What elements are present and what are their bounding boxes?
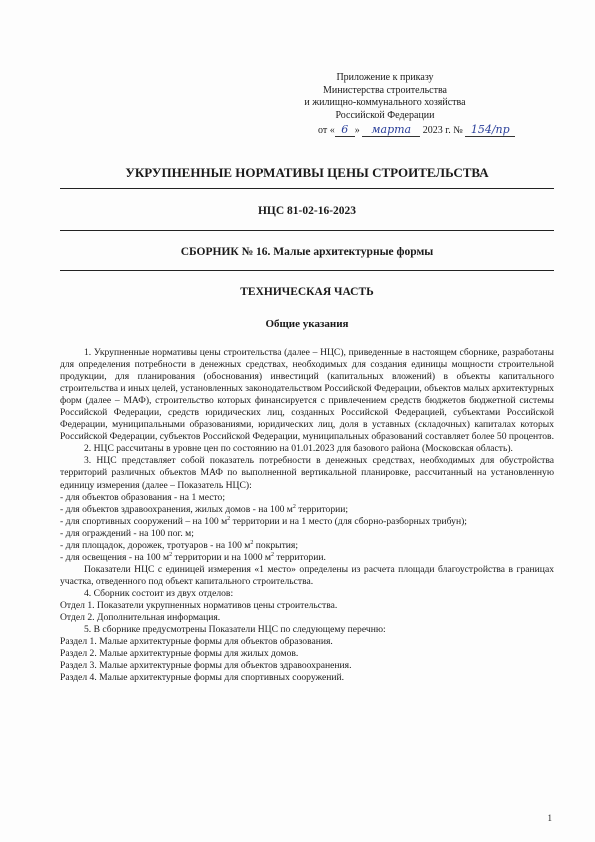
appendix-line: Российской Федерации — [335, 109, 435, 121]
date-month: марта — [362, 123, 420, 137]
list-item: - для объектов здравоохранения, жилых домов - на 100 $м^2$ территории; — [60, 503, 349, 515]
part-title: ТЕХНИЧЕСКАЯ ЧАСТЬ — [240, 286, 374, 298]
date-year: 2023 г. № — [422, 125, 463, 136]
paragraph-3b: Показатели НЦС с единицей измерения «1 место» определены из расчета площади благоустройства в границах участка, отведенного под объект капитального строительства. — [60, 563, 554, 587]
date-mid: » — [354, 125, 360, 136]
list-item: - для ограждений - на 100 пог. м; — [60, 527, 194, 539]
list-item: - для спортивных сооружений – на 100 $м^2$ территории и на 1 место (для сборно-разборных трибун); — [60, 515, 467, 527]
paragraph-5: 5. В сборнике предусмотрены Показатели НЦС по следующему перечню: — [84, 624, 386, 636]
section-item: Раздел 3. Малые архитектурные формы для объектов здравоохранения. — [60, 660, 352, 672]
date-prefix: от « — [318, 125, 335, 136]
divider — [60, 270, 554, 271]
paragraph-2: 2. НЦС рассчитаны в уровне цен по состоянию на 01.01.2023 для базового района (Московская область). — [84, 443, 513, 455]
section-item: Раздел 1. Малые архитектурные формы для объектов образования. — [60, 636, 333, 648]
list-item: - для освещения - на 100 $м^2$ территории и на 1000 $м^2$ территории. — [60, 551, 326, 563]
section-item: Раздел 2. Малые архитектурные формы для жилых домов. — [60, 648, 299, 660]
list-item: - для объектов образования - на 1 место; — [60, 491, 225, 503]
main-title: УКРУПНЕННЫЕ НОРМАТИВЫ ЦЕНЫ СТРОИТЕЛЬСТВА — [125, 165, 489, 180]
divider — [60, 230, 554, 231]
list-item: - для площадок, дорожек, тротуаров - на 100 $м^2$ покрытия; — [60, 539, 299, 551]
appendix-line: Приложение к приказу — [336, 72, 434, 83]
paragraph-4: 4. Сборник состоит из двух отделов: — [84, 587, 234, 599]
division-item: Отдел 2. Дополнительная информация. — [60, 612, 221, 624]
section-title: Общие указания — [265, 318, 349, 330]
order-number: 154/пр — [465, 123, 515, 137]
appendix-line: и жилищно-коммунального хозяйства — [304, 97, 466, 108]
divider — [60, 188, 554, 189]
page-number: 1 — [547, 813, 552, 823]
section-item: Раздел 4. Малые архитектурные формы для спортивных сооружений. — [60, 672, 345, 684]
collection-title: СБОРНИК № 16. Малые архитектурные формы — [180, 246, 434, 258]
date-day: 6 — [335, 123, 355, 137]
appendix-block — [285, 72, 485, 122]
code-title: НЦС 81-02-16-2023 — [257, 205, 357, 217]
appendix-line: Министерства строительства — [322, 84, 447, 96]
paragraph-1: 1. Укрупненные нормативы цены строительства (далее – НЦС), приведенные в настоящем сборнике, разработаны для определения потребности в денежных средствах, необходимых для создания единицы мощности строительной продукции, для планирования (обоснования) инвестиций (капитальных вложений) в объекты капитального строительства и иных целей, установленных законодательством Российской Федерации, объектов малых архитектурных форм (далее – МАФ), строительство которых финансируется с привлечением средств бюджетов бюджетной системы Российской Федерации, средств юридических лиц, созданных Российской Федерацией, субъектами Российской Федерации, муниципальными образованиями, юридических лиц, доля в уставных (складочных) капиталах которых Российской Федерации, субъектов Российской Федерации, муниципальных образований составляет более 50 процентов. — [60, 347, 554, 443]
paragraph-3: 3. НЦС представляет собой показатель потребности в денежных средствах, необходимых для обустройства территорий различных объектов МАФ по выполненной вертикальной планировке, рассчитанный на установленную единицу измерения (далее – Показатель НЦС): — [60, 455, 554, 491]
order-date-line — [318, 123, 515, 137]
body-text — [60, 347, 554, 684]
division-item: Отдел 1. Показатели укрупненных нормативов цены строительства. — [60, 599, 338, 611]
